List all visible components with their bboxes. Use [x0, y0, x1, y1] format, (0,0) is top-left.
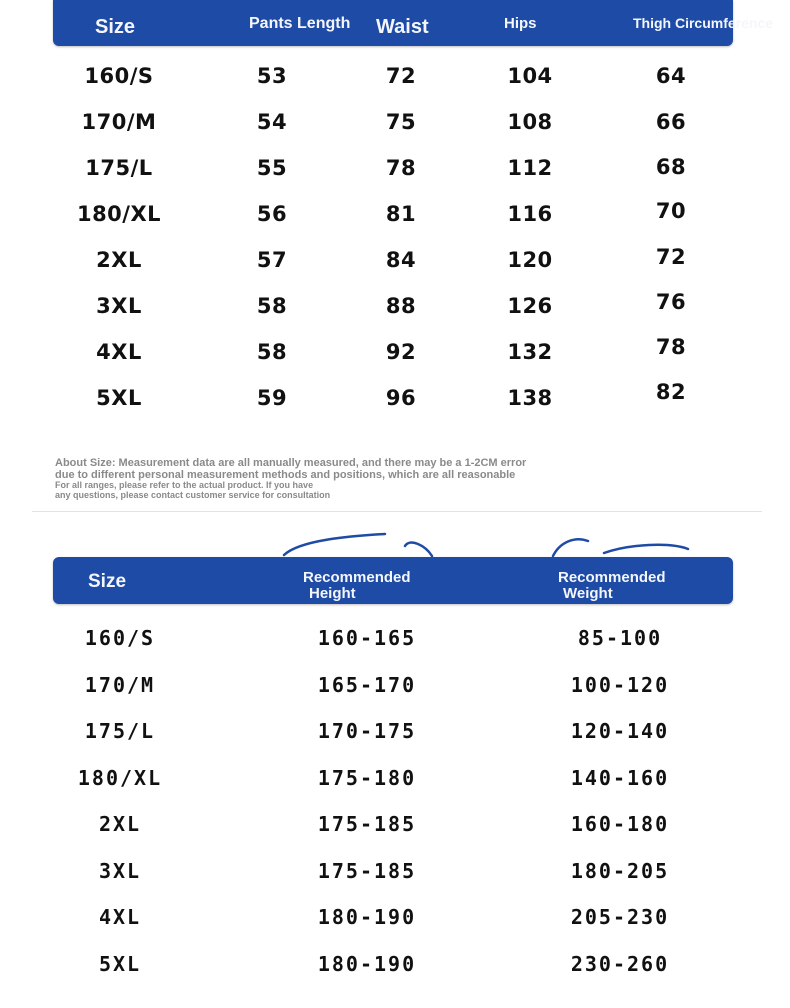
note-line-1: About Size: Measurement data are all manually measured, and there may be a 1-2CM error — [55, 457, 527, 469]
header-rec-size: Size — [88, 571, 127, 592]
recommend-chart-cell-size: 4XL — [98, 905, 142, 929]
recommend-chart-cell-height: 175-185 — [317, 812, 417, 836]
size-chart-cell-thigh: 64 — [655, 64, 687, 88]
recommend-chart-cell-size: 2XL — [98, 812, 142, 836]
header-rec-height-line-2: Height — [309, 584, 356, 602]
recommend-chart-cell-height: 180-190 — [317, 952, 417, 976]
recommend-chart-cell-size: 170/M — [84, 673, 156, 697]
size-chart-cell-size: 4XL — [96, 340, 142, 364]
size-chart-cell-pants-length: 55 — [256, 156, 288, 180]
recommend-chart-cell-weight: 205-230 — [570, 905, 670, 929]
size-chart-cell-pants-length: 58 — [256, 294, 288, 318]
recommend-chart-cell-size: 5XL — [98, 952, 142, 976]
recommend-chart-cell-height: 180-190 — [317, 905, 417, 929]
size-chart-cell-thigh: 82 — [655, 380, 687, 404]
header-waist: Waist — [376, 16, 429, 38]
size-chart-cell-hips: 138 — [507, 386, 553, 410]
recommend-chart-cell-height: 165-170 — [317, 673, 417, 697]
header-pants-length: Pants Length — [249, 15, 351, 32]
size-chart-cell-size: 2XL — [96, 248, 142, 272]
header-rec-weight — [558, 570, 666, 602]
recommend-chart-cell-height: 175-185 — [317, 859, 417, 883]
size-chart-cell-pants-length: 58 — [256, 340, 288, 364]
size-chart-cell-thigh: 78 — [655, 335, 687, 359]
size-chart-cell-pants-length: 56 — [256, 202, 288, 226]
size-chart-cell-thigh: 70 — [655, 199, 687, 223]
header-thigh: Thigh Circumference — [633, 15, 774, 31]
size-chart-cell-size: 160/S — [84, 64, 154, 88]
size-chart-cell-pants-length: 59 — [256, 386, 288, 410]
size-chart-cell-size: 170/M — [81, 110, 157, 134]
recommend-chart-cell-height: 175-180 — [317, 766, 417, 790]
size-chart-cell-hips: 104 — [507, 64, 553, 88]
size-chart-cell-waist: 96 — [385, 386, 417, 410]
recommend-chart-cell-height: 170-175 — [317, 719, 417, 743]
size-chart-cell-hips: 132 — [507, 340, 553, 364]
recommend-chart-header — [53, 557, 733, 604]
size-chart-cell-waist: 92 — [385, 340, 417, 364]
size-chart-cell-waist: 72 — [385, 64, 417, 88]
size-chart-cell-waist: 81 — [385, 202, 417, 226]
header-rec-height-line-1: Recommended — [303, 569, 411, 586]
size-chart-cell-waist: 84 — [385, 248, 417, 272]
recommend-chart-cell-weight: 120-140 — [570, 719, 670, 743]
size-chart-cell-hips: 112 — [507, 156, 553, 180]
recommend-chart-cell-size: 3XL — [98, 859, 142, 883]
size-note — [55, 458, 725, 500]
header-size: Size — [95, 16, 136, 38]
recommend-chart-cell-weight: 100-120 — [570, 673, 670, 697]
recommend-chart-cell-weight: 140-160 — [570, 766, 670, 790]
size-chart-cell-size: 175/L — [85, 156, 153, 180]
size-chart-cell-size: 5XL — [96, 386, 142, 410]
size-chart-cell-thigh: 66 — [655, 110, 687, 134]
size-chart-cell-size: 180/XL — [76, 202, 162, 226]
recommend-chart-cell-weight: 180-205 — [570, 859, 670, 883]
size-chart-cell-thigh: 72 — [655, 245, 687, 269]
size-chart-cell-pants-length: 57 — [256, 248, 288, 272]
size-chart-cell-waist: 88 — [385, 294, 417, 318]
recommend-chart-cell-size: 175/L — [84, 719, 156, 743]
note-line-3: For all ranges, please refer to the actual product. If you have — [55, 480, 314, 491]
note-line-4: any questions, please contact customer service for consultation — [55, 489, 331, 500]
recommend-chart-cell-weight: 160-180 — [570, 812, 670, 836]
recommend-chart-cell-height: 160-165 — [317, 626, 417, 650]
size-chart-cell-hips: 126 — [507, 294, 553, 318]
header-rec-weight-line-2: Weight — [563, 584, 613, 602]
recommend-chart-cell-weight: 230-260 — [570, 952, 670, 976]
size-chart-cell-waist: 75 — [385, 110, 417, 134]
size-chart-cell-hips: 108 — [507, 110, 553, 134]
note-line-2: due to different personal measurement methods and positions, which are all reasonable — [55, 468, 516, 481]
size-chart-cell-pants-length: 53 — [256, 64, 288, 88]
header-rec-weight-line-1: Recommended — [558, 569, 666, 586]
section-divider — [32, 511, 762, 512]
size-chart-cell-waist: 78 — [385, 156, 417, 180]
size-chart-cell-hips: 116 — [507, 202, 553, 226]
recommend-chart-cell-size: 160/S — [84, 626, 156, 650]
size-chart-cell-thigh: 76 — [655, 290, 687, 314]
recommend-chart-cell-weight: 85-100 — [577, 626, 663, 650]
size-chart-header — [53, 0, 774, 46]
header-rec-height — [303, 570, 411, 602]
recommend-chart-cell-size: 180/XL — [77, 766, 163, 790]
size-chart-cell-size: 3XL — [96, 294, 142, 318]
header-hips: Hips — [504, 15, 537, 32]
size-chart-cell-thigh: 68 — [655, 155, 687, 179]
size-chart-cell-pants-length: 54 — [256, 110, 288, 134]
size-chart-cell-hips: 120 — [507, 248, 553, 272]
